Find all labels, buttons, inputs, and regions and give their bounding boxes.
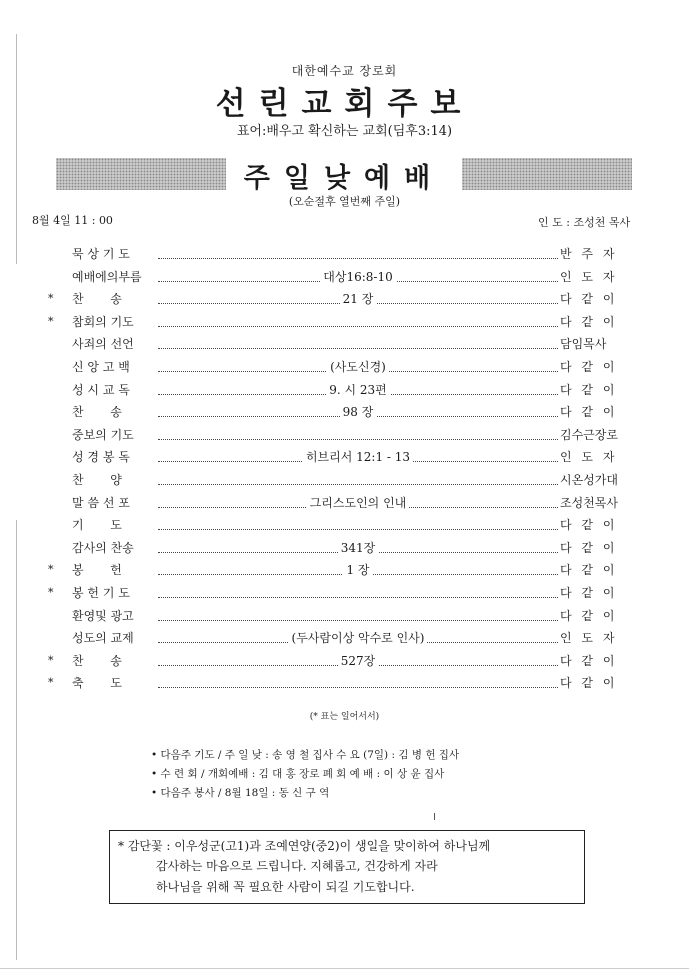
order-item-label: 찬 송 xyxy=(72,292,122,307)
order-item-detail: 히브리서 12:1 - 13 xyxy=(303,450,413,464)
dot-leader xyxy=(158,529,558,530)
order-row xyxy=(62,243,640,265)
order-item-detail: 98 장 xyxy=(340,405,377,419)
flower-dedication-box xyxy=(109,830,585,904)
order-item-label: 찬 양 xyxy=(72,473,122,487)
order-item-person: 시온성가대 xyxy=(560,473,618,487)
order-row xyxy=(62,356,640,378)
order-item-label: 예배에의부름 xyxy=(72,269,142,284)
order-item-detail: 1 장 xyxy=(343,563,372,577)
dot-leader xyxy=(158,597,558,598)
order-item-label: 축 도 xyxy=(72,676,122,691)
order-item-detail-wrap xyxy=(158,266,558,288)
service-title: 주일낮예배 xyxy=(243,163,445,194)
order-item-person: 다 같 이 xyxy=(560,676,618,691)
order-item-label: 중보의 기도 xyxy=(72,427,134,442)
order-item-person: 인 도 자 xyxy=(560,269,618,284)
standing-marker: * xyxy=(48,314,54,328)
order-item-person: 인 도 자 xyxy=(560,631,618,646)
bulletin-title: 선린교회주보 xyxy=(215,86,474,122)
order-item-detail: 그리스도인의 인내 xyxy=(307,496,410,510)
order-item-label: 감사의 찬송 xyxy=(72,540,134,555)
order-row xyxy=(62,514,640,536)
standing-marker: * xyxy=(48,563,54,577)
standing-note: (* 표는 일어서서) xyxy=(309,712,380,722)
order-item-label: 봉 헌 xyxy=(72,563,122,578)
order-item-label: 환영및 광고 xyxy=(72,608,134,623)
order-item-detail-wrap xyxy=(158,356,558,378)
order-row xyxy=(62,424,640,446)
order-row xyxy=(48,559,640,581)
order-row xyxy=(62,333,640,355)
dot-leader xyxy=(158,348,558,349)
order-item-label: 신 앙 고 백 xyxy=(72,360,130,374)
scan-bottom-line xyxy=(0,968,689,969)
order-item-detail: (두사람이상 악수로 인사) xyxy=(289,631,428,645)
flower-note-line: 하나님을 위해 꼭 필요한 사람이 되길 기도합니다. xyxy=(156,880,415,894)
order-item-label: 성도의 교제 xyxy=(72,631,134,646)
dot-leader xyxy=(158,326,558,327)
order-row xyxy=(62,627,640,649)
service-leader: 인 도 : 조성천 목사 xyxy=(538,216,631,229)
order-row xyxy=(62,605,640,627)
denomination: 대한예수교 장로회 xyxy=(291,64,398,78)
order-item-detail-wrap xyxy=(158,492,558,514)
order-item-label: 기 도 xyxy=(72,518,122,533)
motto: 표어:배우고 확신하는 교회(딤후3:14) xyxy=(236,124,453,139)
order-item-label: 말 씀 선 포 xyxy=(72,495,130,510)
order-item-person: 다 같 이 xyxy=(560,314,618,329)
service-title-bar xyxy=(56,158,632,194)
order-item-person: 다 같 이 xyxy=(560,518,618,533)
order-item-detail-wrap xyxy=(158,537,558,559)
order-item-label: 사죄의 선언 xyxy=(72,337,134,352)
order-item-detail-wrap xyxy=(158,379,558,401)
order-row xyxy=(48,311,640,333)
order-item-person: 다 같 이 xyxy=(560,608,618,623)
order-item-detail: 9. 시 23편 xyxy=(326,383,390,397)
order-item-person: 다 같 이 xyxy=(560,382,618,397)
order-item-label: 묵 상 기 도 xyxy=(72,247,130,261)
order-item-person: 다 같 이 xyxy=(560,586,618,600)
dot-leader xyxy=(158,258,558,259)
order-item-detail: 341장 xyxy=(338,541,379,555)
order-item-detail-wrap xyxy=(158,446,558,468)
announcement-retreat: • 수 련 회 / 개회예배 : 김 대 홍 장로 폐 회 예 배 : 이 상 윤 집사 xyxy=(151,768,445,780)
order-item-person: 다 같 이 xyxy=(560,563,618,578)
order-item-detail: 21 장 xyxy=(340,292,377,306)
flower-note-line: * 감단꽃 : 이우성군(고1)과 조예연양(중2)이 생일을 맞이하여 하나님께 xyxy=(118,839,491,853)
standing-marker: * xyxy=(48,586,54,599)
scan-edge-line xyxy=(16,520,17,960)
order-row xyxy=(48,582,640,604)
order-item-label: 찬 송 xyxy=(72,653,122,668)
order-row xyxy=(62,266,640,288)
order-item-detail-wrap xyxy=(158,288,558,310)
order-item-detail-wrap xyxy=(158,650,558,672)
dot-leader xyxy=(158,484,558,485)
order-row xyxy=(62,379,640,401)
order-item-detail: 대상16:8-10 xyxy=(320,270,395,284)
order-row xyxy=(62,446,640,468)
order-item-label: 성 시 교 독 xyxy=(72,382,130,397)
order-item-person: 인 도 자 xyxy=(560,450,618,465)
order-row xyxy=(62,492,640,514)
order-item-person: 다 같 이 xyxy=(560,360,618,374)
standing-marker: * xyxy=(48,653,54,667)
order-row xyxy=(48,288,640,310)
scan-mark xyxy=(434,813,435,820)
order-item-detail-wrap xyxy=(158,559,558,581)
order-item-person: 조성천목사 xyxy=(560,495,618,510)
standing-marker: * xyxy=(48,676,54,690)
service-date-time: 8월 4일 11 : 00 xyxy=(32,214,113,227)
standing-marker: * xyxy=(48,292,54,306)
service-subtitle: (오순절후 열번째 주일) xyxy=(288,195,401,208)
order-row xyxy=(62,537,640,559)
order-row xyxy=(62,469,640,491)
announcement-prayer: • 다음주 기도 / 주 일 낮 : 송 영 철 집사 수 요 (7일) : 김 병 헌 집사 xyxy=(151,749,460,761)
order-row xyxy=(48,650,640,672)
order-item-detail-wrap xyxy=(158,401,558,423)
flower-note-line: 감사하는 마음으로 드립니다. 지혜롭고, 건강하게 자라 xyxy=(156,859,438,873)
dot-leader xyxy=(158,687,558,688)
order-item-detail-wrap xyxy=(158,627,558,649)
order-item-detail: 527장 xyxy=(338,654,379,668)
order-item-label: 봉 헌 기 도 xyxy=(72,586,130,600)
order-row xyxy=(62,401,640,423)
order-item-person: 반 주 자 xyxy=(560,247,618,261)
order-item-label: 성 경 봉 독 xyxy=(72,450,130,465)
order-item-detail: (사도신경) xyxy=(327,360,389,374)
order-item-label: 찬 송 xyxy=(72,405,122,420)
order-item-person: 다 같 이 xyxy=(560,540,618,555)
dot-leader xyxy=(158,439,558,440)
order-item-person: 김수근장로 xyxy=(560,427,618,442)
dot-leader xyxy=(158,620,558,621)
order-row xyxy=(48,672,640,694)
order-item-label: 참회의 기도 xyxy=(72,314,134,329)
order-item-person: 다 같 이 xyxy=(560,292,618,307)
announcement-service: • 다음주 봉사 / 8월 18일 : 동 신 구 역 xyxy=(151,787,330,799)
order-item-person: 다 같 이 xyxy=(560,405,618,420)
order-item-person: 다 같 이 xyxy=(560,653,618,668)
order-item-person: 담임목사 xyxy=(560,337,607,352)
